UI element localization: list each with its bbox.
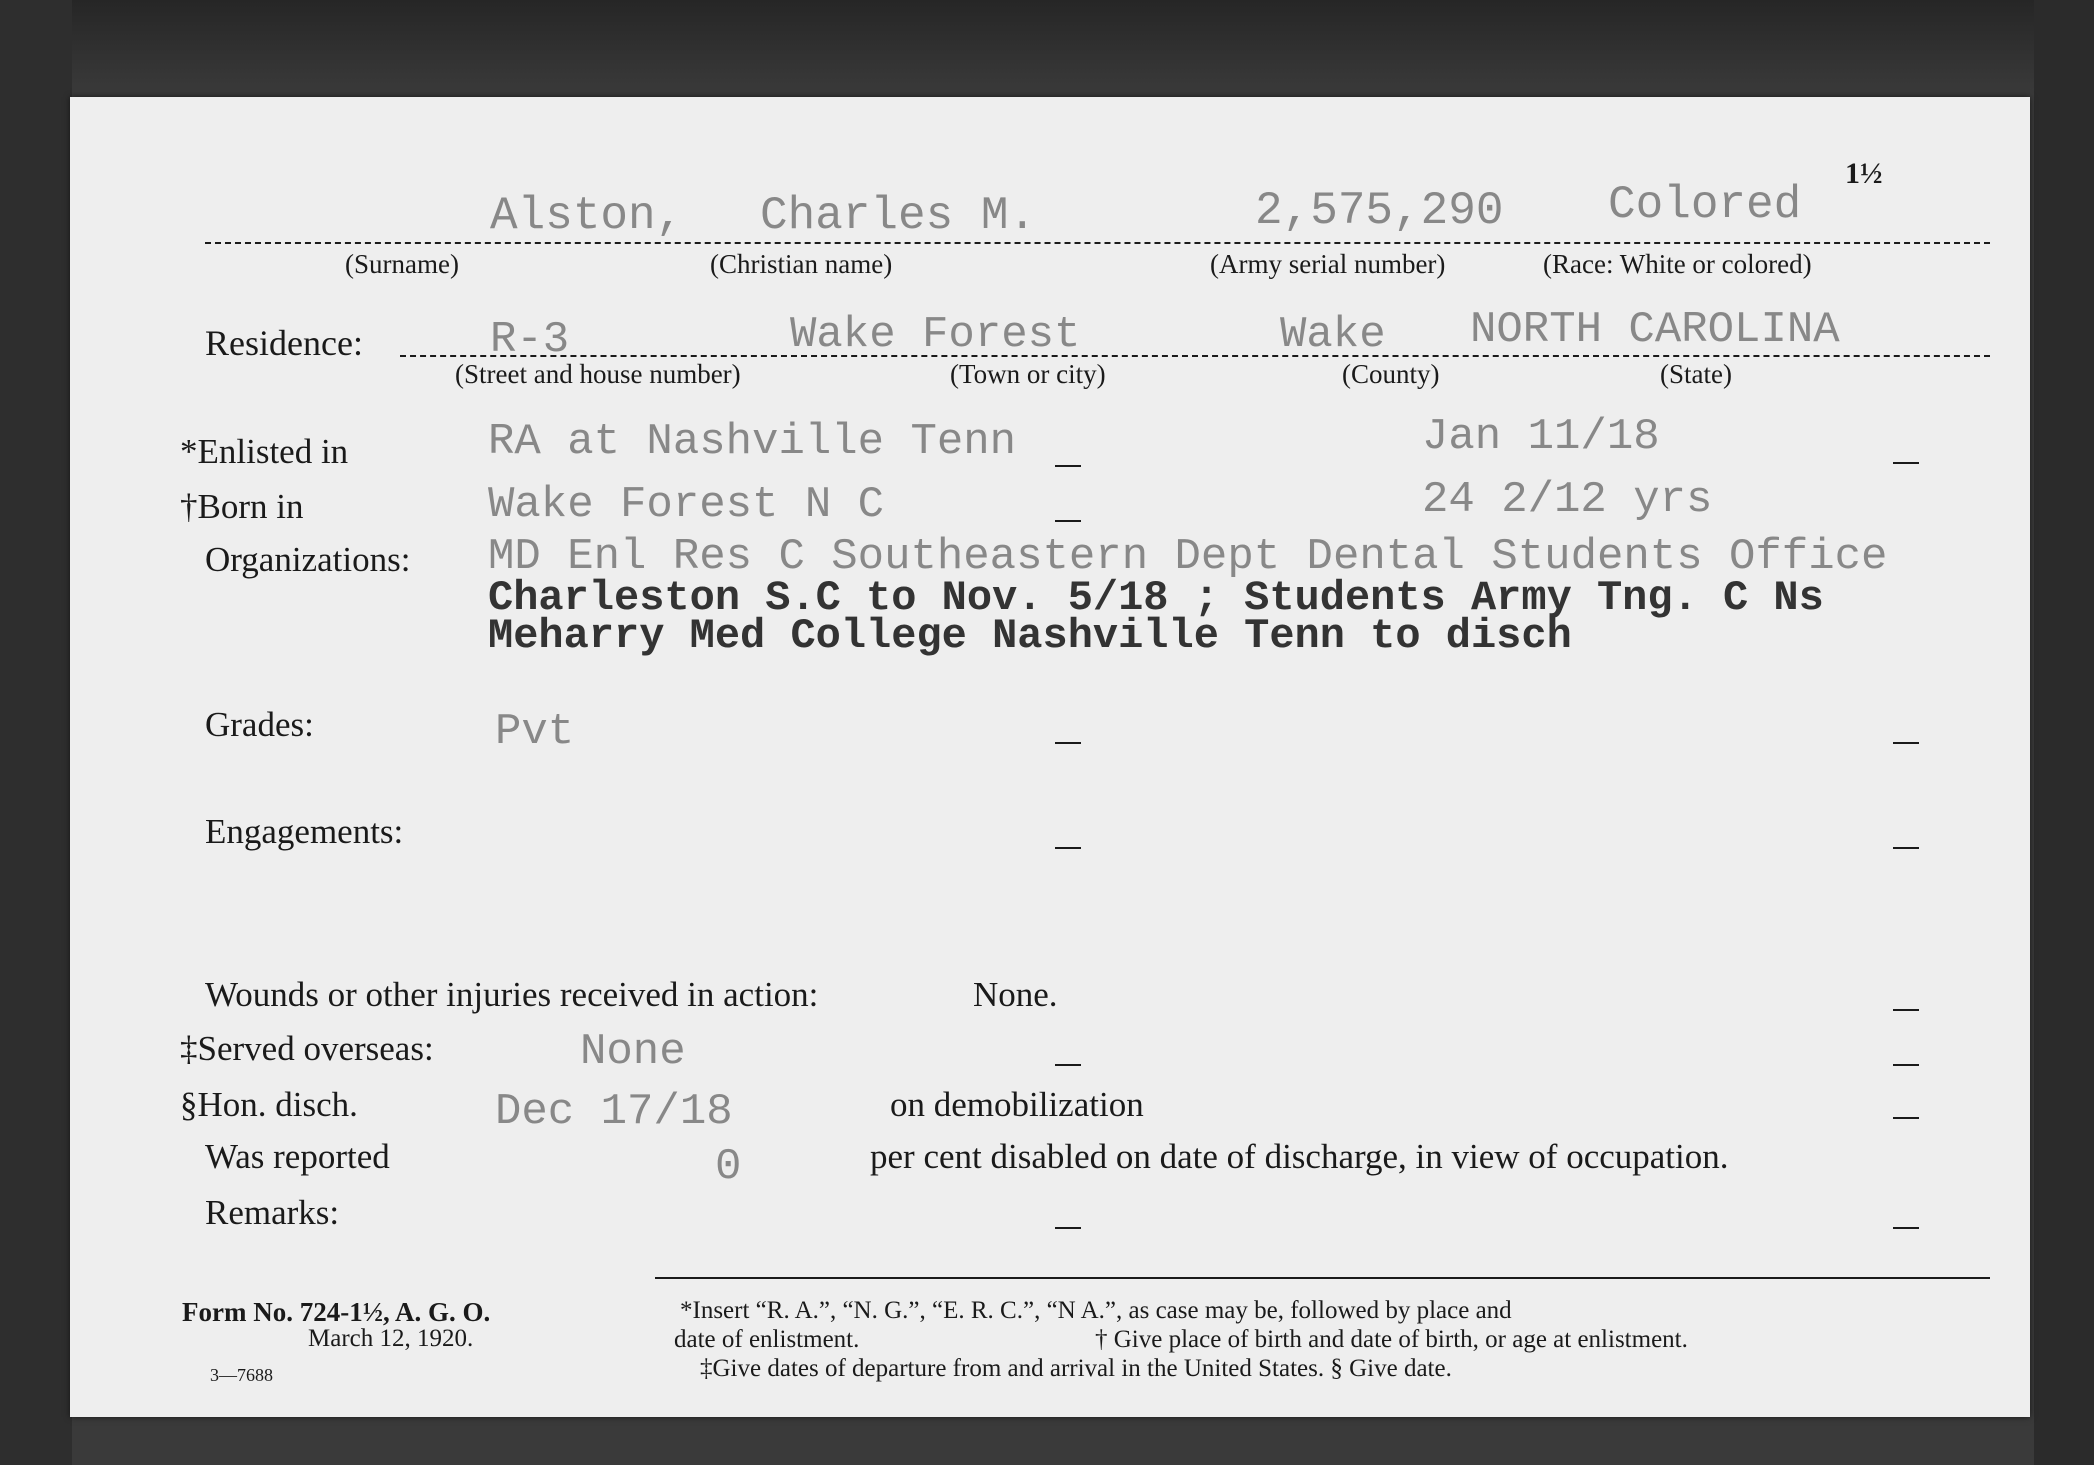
wounds-label: Wounds or other injuries received in action: (205, 975, 819, 1014)
residence-town-value: Wake Forest (790, 310, 1081, 360)
grades-end-dash (1893, 742, 1919, 744)
born-label: †Born in (180, 487, 304, 526)
wounds-end-dash (1893, 1009, 1919, 1011)
residence-street-value: R-3 (490, 315, 570, 365)
enlisted-end-dash (1893, 462, 1919, 464)
discharge-date-value: Dec 17/18 (495, 1087, 733, 1137)
footnote-born: † Give place of birth and date of birth, or age at enlistment. (1095, 1326, 1688, 1353)
scan-background-top (0, 0, 2094, 100)
race-value: Colored (1608, 179, 1802, 231)
reported-note: per cent disabled on date of discharge, in view of occupation. (870, 1137, 1729, 1176)
town-caption: (Town or city) (950, 359, 1106, 389)
remarks-dash (1055, 1227, 1081, 1229)
race-caption: (Race: White or colored) (1543, 249, 1812, 279)
service-record-card (70, 97, 2030, 1417)
enlisted-dash (1055, 465, 1081, 467)
form-number: Form No. 724-1½, A. G. O. (182, 1297, 491, 1327)
residence-county-value: Wake (1280, 310, 1386, 360)
footnote-enlisted-cont: date of enlistment. (674, 1326, 860, 1353)
born-dash (1055, 520, 1081, 522)
residence-label: Residence: (205, 323, 363, 363)
surname-value: Alston, (490, 190, 684, 242)
overseas-end-dash (1893, 1064, 1919, 1066)
residence-state-value: NORTH CAROLINA (1470, 305, 1840, 355)
engagements-label: Engagements: (205, 812, 404, 851)
footer-rule (655, 1277, 1990, 1279)
christian-name-value: Charles M. (760, 190, 1037, 242)
surname-caption: (Surname) (345, 249, 459, 279)
enlisted-label: *Enlisted in (180, 432, 349, 471)
wounds-value: None. (973, 975, 1058, 1014)
enlisted-date-value: Jan 11/18 (1422, 412, 1660, 462)
print-code: 3—7688 (210, 1365, 273, 1385)
footnote-enlisted: *Insert “R. A.”, “N. G.”, “E. R. C.”, “N A.”, as case may be, followed by place and (680, 1297, 1512, 1324)
organizations-label: Organizations: (205, 540, 411, 579)
grades-value: Pvt (495, 707, 575, 757)
header-rule (205, 242, 1990, 244)
christian-name-caption: (Christian name) (710, 249, 893, 279)
scan-background-left (0, 0, 72, 1465)
engagements-end-dash (1893, 847, 1919, 849)
reported-percent-value: 0 (715, 1142, 742, 1192)
overseas-value: None (580, 1027, 686, 1077)
born-age-value: 24 2/12 yrs (1422, 475, 1713, 525)
county-caption: (County) (1342, 359, 1440, 389)
enlisted-value: RA at Nashville Tenn (488, 417, 1017, 467)
organizations-line-1: MD Enl Res C Southeastern Dept Dental Students Office (488, 532, 1888, 582)
discharge-note: on demobilization (890, 1085, 1144, 1124)
remarks-end-dash (1893, 1227, 1919, 1229)
grades-dash (1055, 742, 1081, 744)
scan-background-right (2034, 0, 2094, 1465)
organizations-line-3: Meharry Med College Nashville Tenn to disch (488, 612, 1572, 660)
form-date: March 12, 1920. (308, 1325, 474, 1352)
born-value: Wake Forest N C (488, 480, 885, 530)
discharge-end-dash (1893, 1117, 1919, 1119)
organizations-line-2: Charleston S.C to Nov. 5/18 ; Students Army Tng. C Ns (488, 574, 1824, 622)
grades-label: Grades: (205, 705, 314, 744)
street-caption: (Street and house number) (455, 359, 741, 389)
discharge-label: §Hon. disch. (180, 1085, 358, 1124)
engagements-dash (1055, 847, 1081, 849)
remarks-label: Remarks: (205, 1193, 340, 1232)
overseas-dash (1055, 1064, 1081, 1066)
serial-number-value: 2,575,290 (1255, 185, 1504, 237)
serial-number-caption: (Army serial number) (1210, 249, 1446, 279)
residence-rule (400, 355, 1990, 357)
overseas-label: ‡Served overseas: (180, 1029, 434, 1068)
footnote-overseas: ‡Give dates of departure from and arrival in the United States. § Give date. (700, 1355, 1452, 1382)
reported-label: Was reported (205, 1137, 390, 1176)
state-caption: (State) (1660, 359, 1732, 389)
corner-mark: 1½ (1845, 157, 1883, 190)
